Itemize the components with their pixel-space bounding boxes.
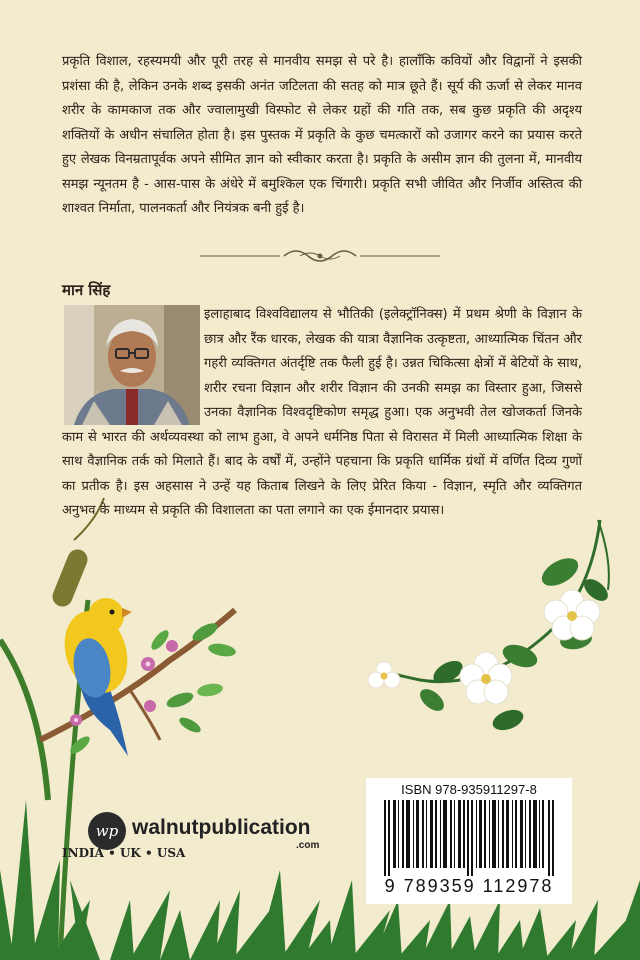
author-bio-text: इलाहाबाद विश्वविद्यालय से भौतिकी (इलेक्ट्रॉनिक्स) में प्रथम श्रेणी के विज्ञान के छात्र और रैंक धारक, लेखक की यात्रा वैज्ञानिक उत्कृष्टता, आध्यात्मिक चिंतन और गहरी व्यक्तिगत अंतर्दृष्टि तक फैली हुई है। उन्नत चिकित्सा क्षेत्रों में बेटियों के साथ, शरीर रचना विज्ञान और शरीर विज्ञान की उनकी समझ का विस्तार हुआ, जिससे उनका वैज्ञानिक विश्वदृष्टिकोण समृद्ध हुआ। एक अनुभवी तेल खोजकर्ता जिनके काम से भारत की अर्थव्यवस्था को लाभ हुआ, वे अपने धर्मनिष्ठ पिता से विरासत में मिली आध्यात्मिक शिक्षा के साथ वैज्ञानिक तर्क को मिलाते हैं। बाद के वर्षों में, उन्होंने पहचाना कि प्रकृति धार्मिक ग्रंथों में वर्णित दिव्य गुणों का प्रतीक है। इस अहसास ने उन्हें यह किताब लिखने के लिए प्रेरित किया - विज्ञान, स्मृति और व्यक्तिगत अनुभव के माध्यम से प्रकृति की विशालता का पता लगाने का एक ईमानदार प्रयास।: [62, 307, 582, 518]
book-description: प्रकृति विशाल, रहस्यमयी और पूरी तरह से मानवीय समझ से परे है। हालाँकि कवियों और विद्वानों ने इसकी प्रशंसा की है, लेकिन उनके शब्द इसकी अनंत जटिलता की सतह को मात्र छूते हैं। सूर्य की ऊर्जा से लेकर मानव शरीर के कामकाज तक और ज्वालामुखी विस्फोट से लेकर ग्रहों की गति तक, सब कुछ प्रकृति की अदृश्य शक्तियों के अधीन संचालित होता है। इस पुस्तक में प्रकृति के कुछ चमत्कारों को उजागर करने का प्रयास करते हुए लेखक विनम्रतापूर्वक अपने सीमित ज्ञान को स्वीकार करता है। प्रकृति के असीम ज्ञान की तुलना में, मानवीय समझ न्यूनतम है - आस-पास के अंधेरे में बमुश्किल एक चिंगारी। प्रकृति सभी जीवित और निर्जीव अस्तित्व की शाश्वत निर्माता, पालनकर्ता और नियंत्रक बनी हुई है।: [62, 54, 582, 216]
isbn-barcode-box: [366, 778, 572, 904]
publisher-logo: [88, 810, 348, 870]
publisher-emblem-icon: wp: [88, 812, 126, 850]
bird-illustration: [54, 598, 137, 756]
publisher-domain: .com: [296, 840, 320, 851]
publisher-name: walnutpublication: [132, 816, 311, 839]
ornamental-divider: [200, 246, 440, 266]
isbn-label: ISBN 978-935911297-8: [401, 782, 537, 797]
publisher-countries: INDIA • UK • USA: [62, 846, 186, 860]
vine-with-flowers: [368, 520, 612, 734]
barcode-icon: [384, 800, 554, 876]
barcode-digits: 9 789359 112978: [384, 876, 554, 896]
photo-spacer: [62, 303, 204, 423]
author-name: मान सिंह: [62, 281, 111, 299]
author-bio: [62, 303, 582, 524]
